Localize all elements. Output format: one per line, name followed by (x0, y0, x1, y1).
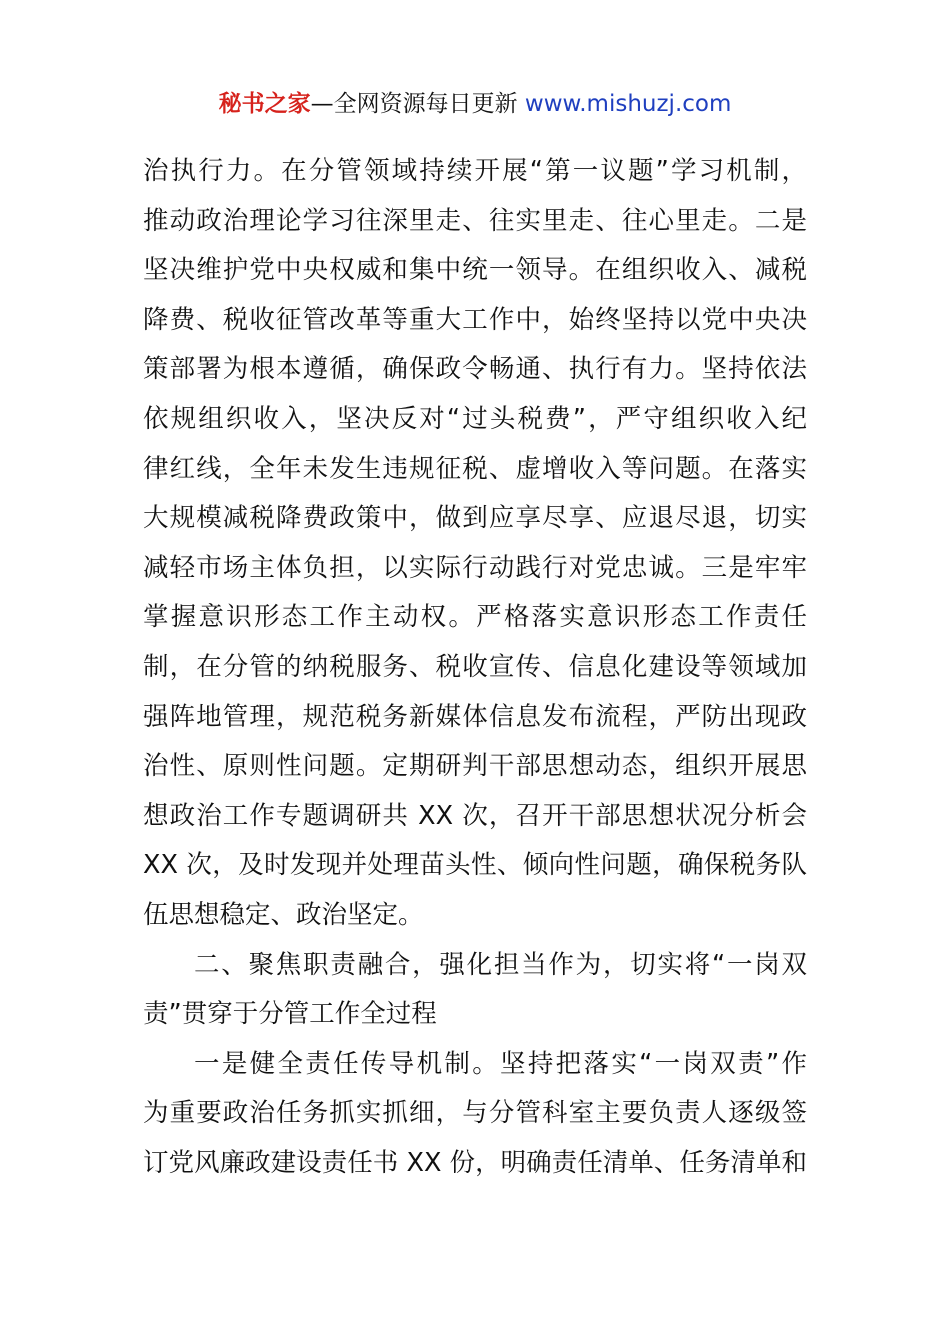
site-url-link[interactable]: www.mishuzj.com (524, 91, 732, 117)
section-heading-line: 责”贯穿于分管工作全过程 (143, 999, 437, 1030)
body-line: 伍思想稳定、政治坚定。 (143, 899, 424, 930)
body-line: 制，在分管的纳税服务、税收宣传、信息化建设等领域加 (143, 651, 807, 682)
body-line: 降费、税收征管改革等重大工作中，始终坚持以党中央决 (143, 304, 807, 335)
site-header (0, 86, 950, 122)
body-line: 坚决维护党中央权威和集中统一领导。在组织收入、减税 (143, 255, 807, 286)
body-line: 大规模减税降费政策中，做到应享尽享、应退尽退，切实 (143, 503, 807, 534)
body-line: 一是健全责任传导机制。坚持把落实“一岗双责”作 (194, 1048, 807, 1079)
body-line: 治性、原则性问题。定期研判干部思想动态，组织开展思 (143, 751, 807, 782)
body-line: 律红线，全年未发生违规征税、虚增收入等问题。在落实 (143, 453, 807, 484)
body-line: 为重要政治任务抓实抓细，与分管科室主要负责人逐级签 (143, 1098, 807, 1129)
body-line: 订党风廉政建设责任书 XX 份，明确责任清单、任务清单和 (143, 1147, 807, 1178)
body-line: 治执行力。在分管领域持续开展“第一议题”学习机制， (143, 156, 807, 186)
header-tagline: 全网资源每日更新 (333, 91, 518, 117)
site-brand: 秘书之家 (218, 91, 311, 117)
header-dash: — (310, 91, 334, 117)
body-line: XX 次，及时发现并处理苗头性、倾向性问题，确保税务队 (143, 850, 807, 881)
body-line: 推动政治理论学习往深里走、往实里走、往心里走。二是 (143, 205, 807, 236)
body-line: 减轻市场主体负担，以实际行动践行对党忠诚。三是牢牢 (143, 552, 807, 583)
body-line: 策部署为根本遵循，确保政令畅通、执行有力。坚持依法 (143, 354, 807, 385)
body-line: 掌握意识形态工作主动权。严格落实意识形态工作责任 (143, 602, 807, 633)
section-heading-line: 二、聚焦职责融合，强化担当作为，切实将“一岗双 (194, 949, 807, 980)
body-line: 依规组织收入，坚决反对“过头税费”，严守组织收入纪 (143, 403, 807, 434)
body-line: 想政治工作专题调研共 XX 次，召开干部思想状况分析会 (143, 800, 807, 831)
document-body (143, 147, 807, 1188)
body-line: 强阵地管理，规范税务新媒体信息发布流程，严防出现政 (143, 701, 807, 732)
